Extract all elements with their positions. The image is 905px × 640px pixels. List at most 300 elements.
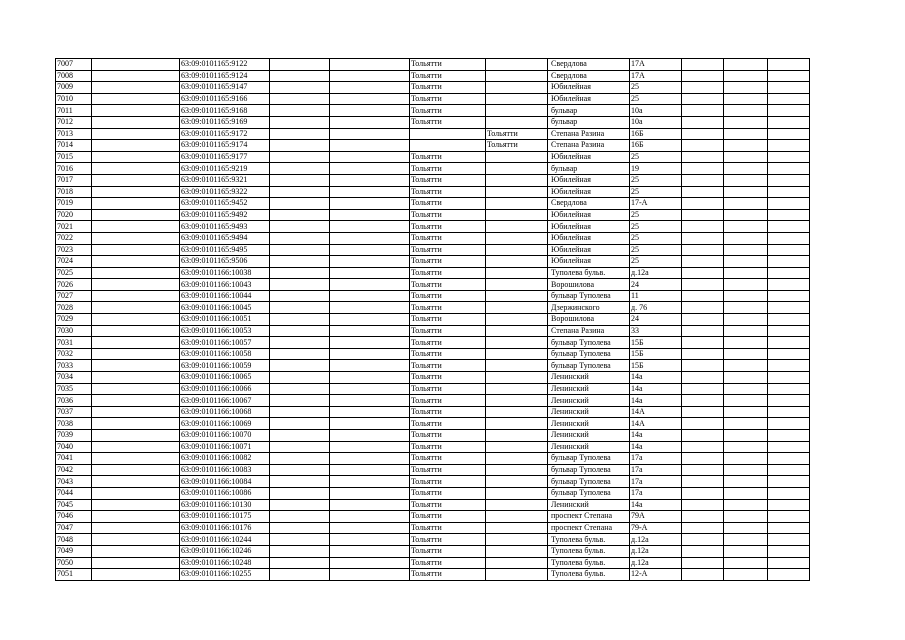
cell-cadastral-number: 63:09:0101166:10086 [180,487,270,499]
cell-col-e [330,116,410,128]
cell-city-alt [486,499,548,511]
cell-street: Дзержинского [548,302,630,314]
cell-col-j [682,267,724,279]
cell-col-b [92,522,180,534]
cell-col-l [768,279,810,291]
cell-row-number: 7044 [56,487,92,499]
cell-cadastral-number: 63:09:0101165:9492 [180,209,270,221]
cell-col-d [270,209,330,221]
cell-city: Тольятти [410,441,486,453]
cell-city-alt [486,557,548,569]
cell-row-number: 7024 [56,256,92,268]
cell-row-number: 7049 [56,545,92,557]
cell-col-d [270,198,330,210]
cell-col-b [92,290,180,302]
cell-cadastral-number: 63:09:0101166:10084 [180,476,270,488]
cell-col-j [682,59,724,71]
cell-col-l [768,418,810,430]
table-row [56,256,810,268]
cell-cadastral-number: 63:09:0101165:9219 [180,163,270,175]
cell-col-j [682,395,724,407]
cell-col-e [330,314,410,326]
cell-cadastral-number: 63:09:0101165:9321 [180,174,270,186]
cell-row-number: 7025 [56,267,92,279]
cell-city-alt [486,105,548,117]
cell-col-l [768,163,810,175]
table-row [56,163,810,175]
cell-col-d [270,511,330,523]
cell-col-k [724,93,768,105]
table-row [56,128,810,140]
cell-row-number: 7008 [56,70,92,82]
cell-row-number: 7046 [56,511,92,523]
cell-city: Тольятти [410,290,486,302]
cell-col-d [270,337,330,349]
cell-col-d [270,487,330,499]
cell-row-number: 7038 [56,418,92,430]
cell-col-d [270,383,330,395]
cell-cadastral-number: 63:09:0101165:9495 [180,244,270,256]
cell-col-l [768,209,810,221]
cell-col-b [92,441,180,453]
table-row [56,383,810,395]
cell-house-number: 11 [630,290,682,302]
cell-city-alt [486,348,548,360]
table-row [56,93,810,105]
table-row [56,441,810,453]
cell-col-b [92,174,180,186]
cell-col-e [330,337,410,349]
cell-col-b [92,105,180,117]
cell-cadastral-number: 63:09:0101166:10083 [180,464,270,476]
cell-street: Ленинский [548,406,630,418]
cell-col-b [92,244,180,256]
cell-col-d [270,59,330,71]
cell-col-j [682,441,724,453]
table-row [56,464,810,476]
cell-cadastral-number: 63:09:0101166:10082 [180,453,270,465]
cell-col-b [92,314,180,326]
cell-house-number: 10а [630,105,682,117]
cell-col-k [724,383,768,395]
cell-col-b [92,209,180,221]
cell-col-d [270,267,330,279]
cell-house-number: 25 [630,82,682,94]
cell-col-b [92,406,180,418]
cell-street: Ленинский [548,430,630,442]
table-row [56,348,810,360]
cell-col-e [330,372,410,384]
table-row [56,569,810,581]
cell-row-number: 7015 [56,151,92,163]
cell-cadastral-number: 63:09:0101165:9166 [180,93,270,105]
cell-cadastral-number: 63:09:0101165:9452 [180,198,270,210]
cell-col-j [682,372,724,384]
cell-street: проспект Степана [548,522,630,534]
cell-col-d [270,279,330,291]
cell-col-l [768,511,810,523]
cell-street: Юбилейная [548,244,630,256]
cell-col-j [682,522,724,534]
cell-row-number: 7033 [56,360,92,372]
cell-cadastral-number: 63:09:0101165:9494 [180,232,270,244]
cell-cadastral-number: 63:09:0101166:10038 [180,267,270,279]
cell-cadastral-number: 63:09:0101166:10130 [180,499,270,511]
cell-col-e [330,499,410,511]
cell-col-k [724,128,768,140]
cell-street: бульвар Туполева [548,453,630,465]
cell-house-number: 17а [630,476,682,488]
cell-city-alt [486,221,548,233]
cell-cadastral-number: 63:09:0101165:9124 [180,70,270,82]
cell-house-number: 14а [630,383,682,395]
cell-col-e [330,221,410,233]
cell-city: Тольятти [410,557,486,569]
cell-house-number: 25 [630,244,682,256]
cell-house-number: 24 [630,314,682,326]
table-row [56,174,810,186]
cell-city-alt [486,198,548,210]
table-row [56,453,810,465]
cell-house-number: 25 [630,186,682,198]
cell-col-b [92,383,180,395]
cell-row-number: 7048 [56,534,92,546]
cell-house-number: 14а [630,372,682,384]
cell-col-e [330,325,410,337]
cell-col-b [92,221,180,233]
cell-cadastral-number: 63:09:0101165:9177 [180,151,270,163]
cell-col-j [682,105,724,117]
cell-col-l [768,499,810,511]
cell-street: Ленинский [548,383,630,395]
cell-col-b [92,279,180,291]
table-row [56,418,810,430]
cell-col-d [270,221,330,233]
data-table [55,58,810,581]
cell-col-k [724,453,768,465]
cell-cadastral-number: 63:09:0101166:10058 [180,348,270,360]
cell-house-number: 33 [630,325,682,337]
cell-col-l [768,267,810,279]
cell-col-b [92,267,180,279]
cell-col-j [682,545,724,557]
cell-col-k [724,557,768,569]
cell-col-l [768,302,810,314]
cell-col-d [270,395,330,407]
cell-city-alt [486,209,548,221]
table-row [56,244,810,256]
cell-cadastral-number: 63:09:0101166:10244 [180,534,270,546]
cell-col-k [724,290,768,302]
cell-city: Тольятти [410,534,486,546]
cell-col-e [330,511,410,523]
cell-col-b [92,360,180,372]
cell-col-d [270,290,330,302]
cell-street: Ленинский [548,499,630,511]
cell-col-k [724,430,768,442]
cell-cadastral-number: 63:09:0101165:9506 [180,256,270,268]
cell-city-alt [486,314,548,326]
cell-row-number: 7034 [56,372,92,384]
cell-row-number: 7016 [56,163,92,175]
cell-col-j [682,82,724,94]
cell-col-e [330,163,410,175]
cell-col-k [724,82,768,94]
cell-cadastral-number: 63:09:0101166:10175 [180,511,270,523]
cell-city: Тольятти [410,418,486,430]
cell-street: бульвар [548,105,630,117]
cell-col-e [330,82,410,94]
cell-city: Тольятти [410,395,486,407]
cell-col-b [92,93,180,105]
cell-col-d [270,325,330,337]
table-row [56,325,810,337]
cell-street: бульвар Туполева [548,487,630,499]
table-row [56,116,810,128]
cell-city-alt [486,487,548,499]
cell-col-k [724,221,768,233]
cell-house-number: д.12а [630,534,682,546]
cell-col-d [270,128,330,140]
cell-col-e [330,522,410,534]
cell-col-b [92,499,180,511]
cell-city-alt [486,522,548,534]
cell-row-number: 7042 [56,464,92,476]
cell-col-k [724,545,768,557]
cell-col-j [682,70,724,82]
cell-col-d [270,453,330,465]
cell-house-number: 79А [630,511,682,523]
cell-city: Тольятти [410,302,486,314]
cell-col-e [330,198,410,210]
cell-col-b [92,372,180,384]
cell-row-number: 7031 [56,337,92,349]
cell-house-number: 25 [630,209,682,221]
cell-col-k [724,418,768,430]
cell-col-b [92,198,180,210]
cell-col-j [682,557,724,569]
cell-street: Туполева бульв. [548,267,630,279]
cell-col-l [768,59,810,71]
cell-col-j [682,279,724,291]
cell-street: Ленинский [548,372,630,384]
cell-col-b [92,337,180,349]
cell-house-number: д.12а [630,557,682,569]
table-row [56,360,810,372]
cell-col-d [270,476,330,488]
cell-col-k [724,522,768,534]
cell-col-l [768,290,810,302]
cell-row-number: 7013 [56,128,92,140]
cell-house-number: 79-А [630,522,682,534]
cell-city: Тольятти [410,279,486,291]
cell-col-d [270,82,330,94]
cell-city-alt [486,418,548,430]
cell-col-b [92,232,180,244]
cell-col-k [724,256,768,268]
cell-col-l [768,221,810,233]
cell-cadastral-number: 63:09:0101166:10255 [180,569,270,581]
cell-city: Тольятти [410,430,486,442]
cell-row-number: 7026 [56,279,92,291]
cell-col-l [768,140,810,152]
cell-cadastral-number: 63:09:0101166:10068 [180,406,270,418]
table-row [56,487,810,499]
cell-col-b [92,476,180,488]
cell-col-k [724,140,768,152]
cell-col-l [768,545,810,557]
cell-cadastral-number: 63:09:0101166:10176 [180,522,270,534]
cell-row-number: 7028 [56,302,92,314]
cell-col-d [270,93,330,105]
cell-house-number: 25 [630,256,682,268]
cell-col-j [682,314,724,326]
cell-col-j [682,511,724,523]
table-row [56,499,810,511]
cell-city: Тольятти [410,186,486,198]
cell-col-e [330,302,410,314]
cell-col-k [724,59,768,71]
cell-col-j [682,430,724,442]
table-row [56,302,810,314]
cell-row-number: 7051 [56,569,92,581]
table-row [56,140,810,152]
cell-col-j [682,290,724,302]
cell-col-d [270,534,330,546]
cell-city-alt [486,267,548,279]
cell-street: Юбилейная [548,93,630,105]
table-row [56,430,810,442]
cell-col-l [768,105,810,117]
cell-col-b [92,163,180,175]
cell-city: Тольятти [410,406,486,418]
cell-col-e [330,418,410,430]
table-row [56,395,810,407]
cell-street: Туполева бульв. [548,534,630,546]
cell-cadastral-number: 63:09:0101166:10043 [180,279,270,291]
cell-city-alt [486,325,548,337]
cell-city: Тольятти [410,221,486,233]
cell-city-alt [486,360,548,372]
cell-row-number: 7036 [56,395,92,407]
cell-street: Ворошилова [548,279,630,291]
cell-col-d [270,418,330,430]
cell-city: Тольятти [410,93,486,105]
cell-col-k [724,244,768,256]
cell-col-j [682,499,724,511]
cell-house-number: 17А [630,70,682,82]
table-row [56,545,810,557]
cell-col-l [768,174,810,186]
cell-col-j [682,198,724,210]
cell-street: бульвар [548,163,630,175]
table-row [56,511,810,523]
cell-col-k [724,186,768,198]
cell-col-b [92,116,180,128]
cell-street: Свердлова [548,59,630,71]
cell-col-b [92,256,180,268]
cell-col-d [270,545,330,557]
cell-street: бульвар Туполева [548,476,630,488]
cell-street: Туполева бульв. [548,569,630,581]
cell-col-l [768,70,810,82]
table-row [56,279,810,291]
cell-city-alt [486,232,548,244]
cell-col-j [682,325,724,337]
cell-row-number: 7027 [56,290,92,302]
cell-street: Степана Разина [548,128,630,140]
cell-col-j [682,453,724,465]
cell-col-k [724,151,768,163]
cell-col-e [330,70,410,82]
cell-col-b [92,70,180,82]
cell-street: Ленинский [548,418,630,430]
cell-col-e [330,453,410,465]
cell-col-d [270,151,330,163]
cell-row-number: 7010 [56,93,92,105]
cell-city: Тольятти [410,348,486,360]
table-row [56,557,810,569]
cell-col-j [682,151,724,163]
cell-street: Юбилейная [548,82,630,94]
cell-col-j [682,348,724,360]
cell-col-l [768,116,810,128]
cell-cadastral-number: 63:09:0101165:9322 [180,186,270,198]
cell-row-number: 7007 [56,59,92,71]
cell-cadastral-number: 63:09:0101166:10067 [180,395,270,407]
cell-col-k [724,302,768,314]
cell-col-d [270,232,330,244]
cell-house-number: 15Б [630,337,682,349]
cell-street: проспект Степана [548,511,630,523]
table-row [56,534,810,546]
cell-city: Тольятти [410,105,486,117]
cell-row-number: 7050 [56,557,92,569]
cell-city-alt [486,290,548,302]
cell-col-b [92,569,180,581]
cell-col-d [270,441,330,453]
cell-city: Тольятти [410,174,486,186]
cell-row-number: 7017 [56,174,92,186]
cell-city-alt [486,430,548,442]
cell-col-d [270,244,330,256]
cell-city: Тольятти [410,522,486,534]
cell-row-number: 7039 [56,430,92,442]
cell-col-j [682,221,724,233]
cell-col-k [724,406,768,418]
cell-col-j [682,534,724,546]
cell-city-alt [486,372,548,384]
cell-col-e [330,209,410,221]
cell-house-number: 14А [630,406,682,418]
cell-city-alt [486,464,548,476]
cell-col-j [682,209,724,221]
cell-city-alt [486,163,548,175]
cell-cadastral-number: 63:09:0101165:9174 [180,140,270,152]
cell-col-d [270,360,330,372]
cell-col-k [724,267,768,279]
cell-col-k [724,105,768,117]
cell-house-number: 17а [630,453,682,465]
cell-col-k [724,441,768,453]
cell-house-number: 14А [630,418,682,430]
cell-col-b [92,302,180,314]
cell-cadastral-number: 63:09:0101166:10246 [180,545,270,557]
cell-col-l [768,453,810,465]
cell-street: Туполева бульв. [548,545,630,557]
cell-col-d [270,348,330,360]
cell-house-number: 14а [630,499,682,511]
